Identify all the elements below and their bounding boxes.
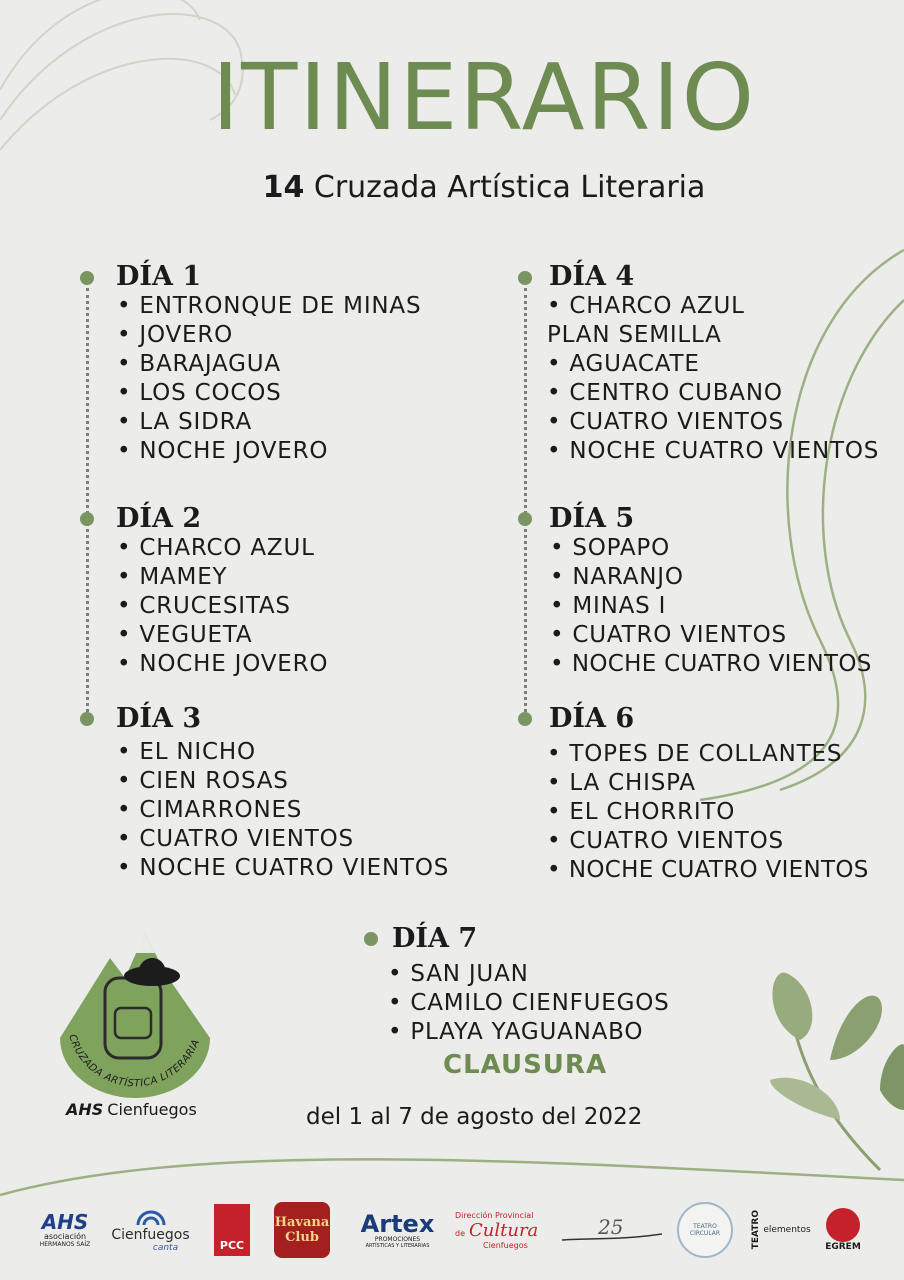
day-heading: DÍA 2: [116, 503, 202, 534]
pcc-logo: PCC: [212, 1195, 252, 1265]
day-heading: DÍA 7: [392, 923, 478, 954]
day-6: [513, 704, 869, 885]
stop-item: • NOCHE JOVERO: [117, 650, 328, 679]
stop-item: • CUATRO VIENTOS: [117, 825, 449, 854]
stop-item: • NOCHE JOVERO: [117, 437, 421, 466]
stop-item: • SAN JUAN: [388, 960, 670, 989]
stop-list: [117, 534, 328, 679]
stop-item: • CHARCO AZUL: [117, 534, 328, 563]
stop-item: • CENTRO CUBANO: [547, 379, 879, 408]
badge-ring-text: CRUZADA ARTÍSTICA LITERARIA: [66, 1033, 203, 1090]
stop-item: • CIMARRONES: [117, 796, 449, 825]
stop-item: • LA SIDRA: [117, 408, 421, 437]
stop-item: • ENTRONQUE DE MINAS: [117, 292, 421, 321]
day-heading: DÍA 3: [116, 703, 202, 734]
stop-item: • NOCHE CUATRO VIENTOS: [547, 437, 879, 466]
stop-item: • CAMILO CIENFUEGOS: [388, 989, 670, 1018]
sponsor-logos: [0, 1195, 904, 1265]
day-heading: DÍA 5: [549, 503, 635, 534]
ahs-cienfuegos-label: [66, 1100, 197, 1119]
stop-item: • MAMEY: [117, 563, 328, 592]
anniversary-25-logo: [562, 1195, 662, 1265]
stop-item: • JOVERO: [117, 321, 421, 350]
day-heading: DÍA 6: [549, 703, 635, 734]
svg-text:25: 25: [598, 1215, 624, 1239]
cienfuegos-canta-logo: Cienfuegos canta: [108, 1195, 193, 1265]
cultura-cienfuegos-logo: Dirección Provincial de Cultura Cienfuegos: [455, 1210, 539, 1250]
stop-list: [547, 740, 869, 885]
stop-item: • CUATRO VIENTOS: [550, 621, 872, 650]
stop-item: • NOCHE CUATRO VIENTOS: [117, 854, 449, 883]
page-subtitle: [0, 170, 904, 205]
stop-item: • EL CHORRITO: [547, 798, 869, 827]
teatro-circular-logo: TEATRO CIRCULAR: [675, 1195, 735, 1265]
stop-item: • CRUCESITAS: [117, 592, 328, 621]
ahs-logo: AHS asociación HERMANOS SAÍZ: [39, 1210, 91, 1248]
day-1: [80, 262, 421, 466]
stop-item: • LOS COCOS: [117, 379, 421, 408]
page-title: ITINERARIO: [211, 44, 756, 151]
ahs-short: AHS: [66, 1100, 104, 1119]
day-7: [356, 924, 670, 1047]
stop-item: • SOPAPO: [550, 534, 872, 563]
closing-label: CLAUSURA: [443, 1050, 608, 1080]
day-2: [80, 504, 328, 679]
stop-item: • NOCHE CUATRO VIENTOS: [550, 650, 872, 679]
cruzada-badge-logo: [50, 918, 220, 1098]
subtitle-text: Cruzada Artística Literaria: [313, 170, 706, 205]
stop-item: • NARANJO: [550, 563, 872, 592]
stop-list: [117, 292, 421, 466]
stop-item: • CUATRO VIENTOS: [547, 408, 879, 437]
artex-logo: Artex PROMOCIONES ARTÍSTICAS Y LITERARIAS: [360, 1209, 435, 1249]
stop-item: • TOPES DE COLLANTES: [547, 740, 869, 769]
havana-club-logo: Havana Club: [272, 1195, 332, 1265]
stop-item: • VEGUETA: [117, 621, 328, 650]
stop-item: • EL NICHO: [117, 738, 449, 767]
day-heading: DÍA 4: [549, 261, 635, 292]
leaf-branch-icon: [770, 973, 904, 1170]
ahs-city: Cienfuegos: [107, 1100, 197, 1119]
subtitle-number: 14: [262, 170, 305, 205]
stop-list: [550, 534, 872, 679]
stop-list: [547, 292, 879, 466]
event-dates: del 1 al 7 de agosto del 2022: [306, 1104, 643, 1130]
day-heading: DÍA 1: [116, 261, 202, 292]
stop-item: • CUATRO VIENTOS: [547, 827, 869, 856]
stop-item: • LA CHISPA: [547, 769, 869, 798]
stop-item: • NOCHE CUATRO VIENTOS: [547, 856, 869, 885]
stop-item: PLAN SEMILLA: [547, 322, 722, 348]
teatro-elementos-logo: TEATRO elementos: [751, 1210, 811, 1250]
stop-item: • PLAYA YAGUANABO: [388, 1018, 670, 1047]
day-3: [80, 704, 449, 883]
stop-item: • CHARCO AZUL: [547, 292, 879, 321]
day-4: [513, 262, 879, 466]
stop-list: [388, 960, 670, 1047]
stop-item: • CIEN ROSAS: [117, 767, 449, 796]
egrem-logo: EGREM: [818, 1195, 868, 1265]
stop-item: • MINAS I: [550, 592, 872, 621]
stop-list: [117, 738, 449, 883]
stop-item: • BARAJAGUA: [117, 350, 421, 379]
day-5: [513, 504, 872, 679]
stop-item: • AGUACATE: [547, 350, 879, 379]
